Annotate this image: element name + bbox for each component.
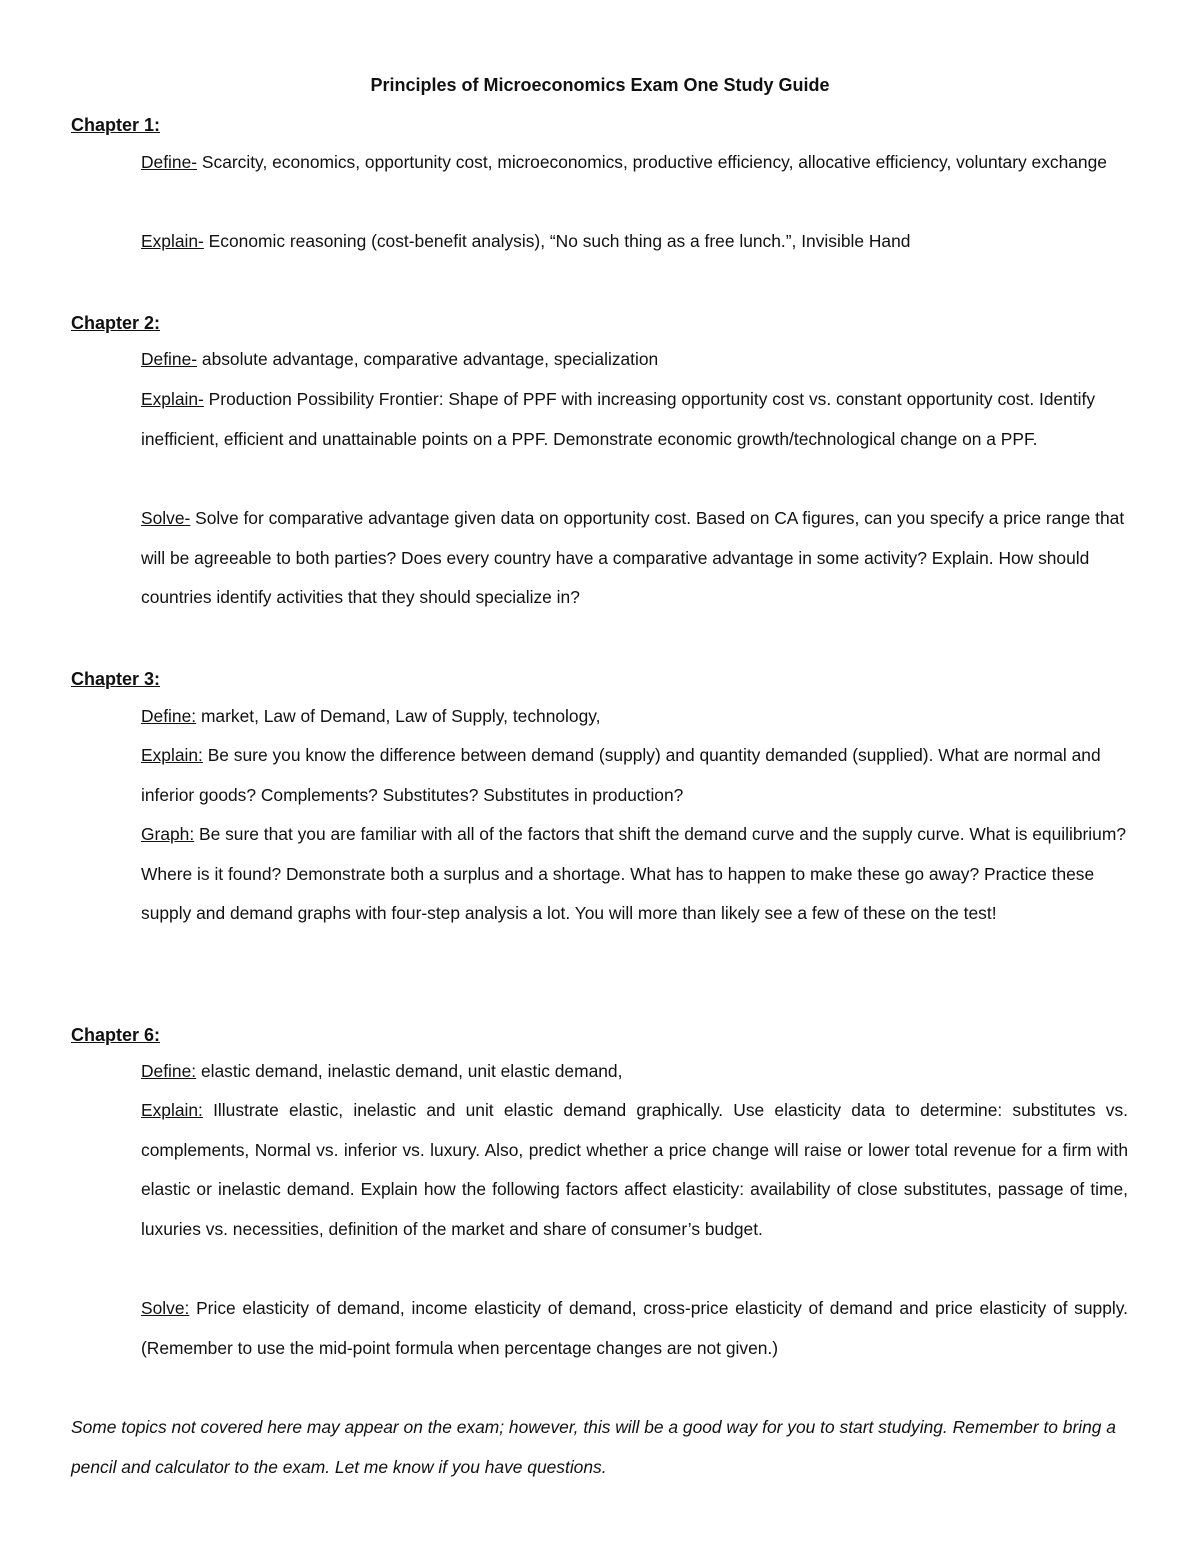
explain-label: Explain- [141, 231, 204, 251]
chapter-6-define [141, 1052, 1128, 1092]
explain-text: Economic reasoning (cost-benefit analysis), “No such thing as a free lunch.”, Invisible Hand [203, 231, 911, 251]
chapter-2-heading: Chapter 2: [71, 313, 161, 333]
chapter-3-graph [141, 815, 1128, 934]
chapter-2-explain [141, 380, 1128, 459]
solve-label: Solve- [141, 508, 191, 528]
chapter-6-heading: Chapter 6: [71, 1025, 161, 1045]
chapter-1-heading: Chapter 1: [71, 115, 161, 135]
define-text: absolute advantage, comparative advantage, specialization [197, 349, 659, 369]
solve-label: Solve: [141, 1298, 190, 1318]
chapter-6-solve [141, 1289, 1128, 1368]
explain-label: Explain: [141, 1100, 203, 1120]
document-title: Principles of Microeconomics Exam One Study Guide [370, 75, 830, 95]
closing-note: Some topics not covered here may appear on the exam; however, this will be a good way for you to start studying. Remember to bring a pencil and calculator to the exam. Let me know if you have questions. [71, 1417, 1116, 1477]
explain-label: Explain: [141, 745, 203, 765]
chapter-1-explain [141, 222, 1128, 262]
explain-text: Production Possibility Frontier: Shape of PPF with increasing opportunity cost vs. constant opportunity cost. Identify inefficient, efficient and unattainable points on a PPF. Demonstrate economic growth/technological change on a PPF. [141, 389, 1096, 449]
explain-text: Be sure you know the difference between demand (supply) and quantity demanded (supplied). What are normal and inferior goods? Complements? Substitutes? Substitutes in production? [141, 745, 1101, 805]
graph-text: Be sure that you are familiar with all of the factors that shift the demand curve and the supply curve. What is equilibrium? Where is it found? Demonstrate both a surplus and a shortage. What has to happen to make these go away? Practice these supply and demand graphs with four-step analysis a lot. You will more than likely see a few of these on the test! [141, 824, 1126, 923]
define-label: Define- [141, 349, 198, 369]
explain-label: Explain- [141, 389, 204, 409]
explain-text: Illustrate elastic, inelastic and unit elastic demand graphically. Use elasticity data to determine: substitutes vs. complements, Normal vs. inferior vs. luxury. Also, predict whether a price change will raise or lower total revenue for a firm with elastic or inelastic demand. Explain how the following factors affect elasticity: availability of close substitutes, passage of time, luxuries vs. necessities, definition of the market and share of consumer’s budget. [141, 1100, 1128, 1239]
chapter-3-define [141, 697, 1128, 737]
chapter-3-heading: Chapter 3: [71, 669, 161, 689]
chapter-3-explain [141, 736, 1128, 815]
chapter-1-define [141, 143, 1128, 183]
chapter-2-define [141, 340, 1128, 380]
define-label: Define: [141, 1061, 197, 1081]
graph-label: Graph: [141, 824, 195, 844]
chapter-2-solve [141, 499, 1128, 618]
define-text: elastic demand, inelastic demand, unit elastic demand, [196, 1061, 623, 1081]
define-label: Define- [141, 152, 198, 172]
solve-text: Price elasticity of demand, income elasticity of demand, cross-price elasticity of demand and price elasticity of supply. (Remember to use the mid-point formula when percentage changes are not given.) [141, 1298, 1128, 1358]
solve-text: Solve for comparative advantage given data on opportunity cost. Based on CA figures, can you specify a price range that will be agreeable to both parties? Does every country have a comparative advantage in some activity? Explain. How should countries identify activities that they should specialize in? [141, 508, 1125, 607]
define-label: Define: [141, 706, 197, 726]
define-text: market, Law of Demand, Law of Supply, technology, [196, 706, 601, 726]
define-text: Scarcity, economics, opportunity cost, microeconomics, productive efficiency, allocative efficiency, voluntary exchange [197, 152, 1107, 172]
chapter-6-explain [141, 1091, 1128, 1249]
